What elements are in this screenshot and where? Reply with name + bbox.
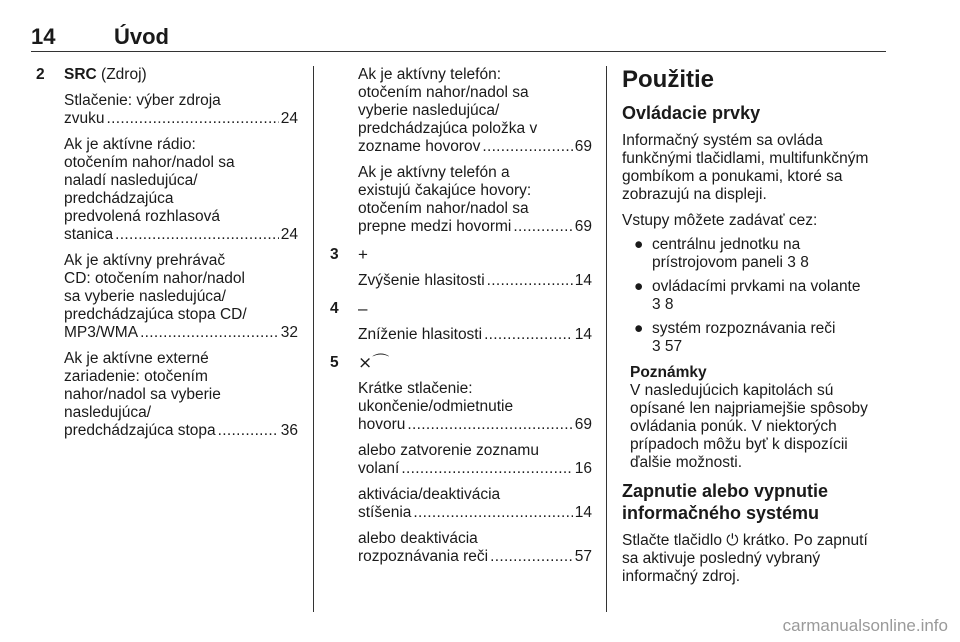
column-1 <box>36 66 298 440</box>
leader-text: Zníženie hlasitosti <box>358 326 483 343</box>
page-ref-link[interactable]: 16 <box>574 460 592 477</box>
column-divider-1 <box>313 66 314 612</box>
item-number: 3 <box>330 246 339 263</box>
leader-dots <box>482 138 572 156</box>
page-ref-link[interactable]: 3 8 <box>652 296 674 313</box>
hangup-mute-icon: ⨯⌒ <box>358 353 390 372</box>
text-line: prípadoch môžu byť k dispozícii <box>630 436 848 453</box>
phone-entry <box>358 66 592 156</box>
toc-leader[interactable] <box>358 272 592 290</box>
leader-dots <box>407 416 572 434</box>
text-line: naladí nasledujúca/ <box>64 172 198 189</box>
column-3 <box>622 66 884 586</box>
page-ref-link[interactable]: 3 57 <box>652 338 683 355</box>
list-item-2-cont <box>330 66 592 236</box>
text-line: predchádzajúca stopa CD/ <box>64 306 247 323</box>
bullet-dot-icon: ● <box>634 320 644 337</box>
plus-icon: + <box>358 245 368 264</box>
short-press-entry <box>358 380 592 434</box>
text-line: ukončenie/odmietnutie <box>358 398 514 415</box>
paragraph: Vstupy môžete zadávať cez: <box>622 212 818 229</box>
voice-off-entry <box>358 530 592 566</box>
text-line: otočením nahor/nadol sa <box>358 84 529 101</box>
text-line: predchádzajúca položka v <box>358 120 538 137</box>
leader-dots <box>487 272 573 290</box>
text-line: gombíkom a ponukami, ktoré sa <box>622 168 843 185</box>
text-line: predchádzajúca <box>64 190 174 207</box>
item-heading <box>64 66 298 84</box>
press-entry <box>64 92 298 128</box>
leader-dots <box>401 460 572 478</box>
list-item-5 <box>330 354 592 566</box>
leader-dots <box>413 504 572 522</box>
section-title: Použitie <box>622 66 715 93</box>
text-line: Krátke stlačenie: <box>358 380 473 397</box>
leader-text: volaní <box>358 460 400 477</box>
page-header <box>31 24 886 50</box>
toc-leader[interactable] <box>64 324 298 342</box>
column-divider-2 <box>606 66 607 612</box>
list-item-3 <box>330 246 592 290</box>
toc-leader[interactable] <box>358 218 592 236</box>
text-line: centrálnu jednotku na <box>652 236 801 253</box>
leader-dots <box>218 422 279 440</box>
leader-text: zozname hovorov <box>358 138 481 155</box>
column-2 <box>330 66 592 566</box>
leader-dots <box>513 218 572 236</box>
volume-down-entry <box>358 326 592 344</box>
page-ref-link[interactable]: 24 <box>280 226 298 243</box>
text-line: aktivácia/deaktivácia <box>358 486 501 503</box>
leader-text: MP3/WMA <box>64 324 139 341</box>
text-line: Ak je aktívny prehrávač <box>64 252 226 269</box>
text-line: nahor/nadol sa vyberie <box>64 386 221 403</box>
text-line: V nasledujúcich kapitolách sú <box>630 382 834 399</box>
leader-dots <box>140 324 279 342</box>
text-line: Ak je aktívne rádio: <box>64 136 196 153</box>
text-line: otočením nahor/nadol sa <box>64 154 235 171</box>
page-ref-link[interactable]: 69 <box>574 416 592 433</box>
item-name: SRC <box>64 66 97 83</box>
list-item-4 <box>330 300 592 344</box>
volume-up-entry <box>358 272 592 290</box>
toc-leader[interactable] <box>358 416 592 434</box>
radio-entry <box>64 136 298 244</box>
mute-entry <box>358 486 592 522</box>
spacer <box>330 236 592 246</box>
toc-leader[interactable] <box>64 226 298 244</box>
text-line: Stlačenie: výber zdroja <box>64 92 221 109</box>
leader-text: zvuku <box>64 110 105 127</box>
bullet-list <box>622 236 884 356</box>
toc-leader[interactable] <box>358 138 592 156</box>
text-line: Stlačte tlačidlo <box>622 532 722 549</box>
watermark: carmanualsonline.info <box>782 616 948 635</box>
list-item <box>622 236 884 272</box>
text-line: otočením nahor/nadol sa <box>358 200 529 217</box>
leader-text: Zvýšenie hlasitosti <box>358 272 485 289</box>
subsection-title <box>622 480 884 524</box>
text-line: alebo deaktivácia <box>358 530 478 547</box>
page-ref-link[interactable]: 3 8 <box>787 254 809 271</box>
leader-text: hovoru <box>358 416 406 433</box>
header-rule <box>31 51 886 52</box>
list-item <box>622 278 884 314</box>
text-line: ovládania ponúk. V niektorých <box>630 418 837 435</box>
page-ref-link[interactable]: 14 <box>574 326 592 343</box>
toc-leader[interactable] <box>358 326 592 344</box>
toc-leader[interactable] <box>358 504 592 522</box>
page-ref-link[interactable]: 14 <box>574 504 592 521</box>
page-ref-link[interactable]: 24 <box>280 110 298 127</box>
text-line: systém rozpoznávania reči <box>652 320 836 337</box>
text-line: opísané len najpriamejšie spôsoby <box>630 400 868 417</box>
item-paren: (Zdroj) <box>96 66 147 83</box>
text-line: Ak je aktívny telefón a <box>358 164 510 181</box>
text-line: zobrazujú na displeji. <box>622 186 767 203</box>
minus-icon: – <box>358 299 368 318</box>
text-line: informačného systému <box>622 503 820 523</box>
leader-text: stanica <box>64 226 114 243</box>
text-line: vyberie nasledujúca/ <box>358 102 500 119</box>
power-icon: ⏻ <box>726 532 739 549</box>
toc-leader[interactable] <box>358 548 592 566</box>
text-line: Informačný systém sa ovláda <box>622 132 823 149</box>
text-line: prístrojovom paneli <box>652 254 783 271</box>
leader-text: predchádzajúca stopa <box>64 422 216 439</box>
text-line: CD: otočením nahor/nadol <box>64 270 245 287</box>
note-box <box>630 364 884 472</box>
waiting-calls-entry <box>358 164 592 236</box>
text-line: predvolená rozhlasová <box>64 208 220 225</box>
bullet-dot-icon: ● <box>634 236 644 253</box>
page-ref-link[interactable]: 69 <box>574 138 592 155</box>
leader-dots <box>115 226 279 244</box>
text-line: funkčnými tlačidlami, multifunkčným <box>622 150 869 167</box>
text-line: ovládacími prvkami na volante <box>652 278 861 295</box>
item-number: 5 <box>330 354 339 371</box>
toc-leader[interactable] <box>64 110 298 128</box>
note-title: Poznámky <box>630 364 707 381</box>
spacer <box>330 290 592 300</box>
list-item-2 <box>36 66 298 440</box>
text-line: informačný zdroj. <box>622 568 741 585</box>
toc-leader[interactable] <box>64 422 298 440</box>
page-ref-link[interactable]: 36 <box>280 422 298 439</box>
page-ref-link[interactable]: 57 <box>574 548 592 565</box>
item-number: 2 <box>36 66 45 83</box>
text-line: Ak je aktívny telefón: <box>358 66 502 83</box>
text-line: Ak je aktívne externé <box>64 350 209 367</box>
text-line: zariadenie: otočením <box>64 368 208 385</box>
text-line: alebo zatvorenie zoznamu <box>358 442 539 459</box>
player-entry <box>64 252 298 342</box>
page-title: Úvod <box>114 24 169 49</box>
leader-dots <box>107 110 279 128</box>
page-ref-link[interactable]: 32 <box>280 324 298 341</box>
text-line: Zapnutie alebo vypnutie <box>622 481 829 501</box>
page-ref-link[interactable]: 14 <box>574 272 592 289</box>
close-list-entry <box>358 442 592 478</box>
leader-text: stíšenia <box>358 504 412 521</box>
external-entry <box>64 350 298 440</box>
leader-text: prepne medzi hovormi <box>358 218 512 235</box>
text-line: sa aktivuje posledný vybraný <box>622 550 821 567</box>
text-line: krátko. Po zapnutí <box>742 532 868 549</box>
leader-dots <box>484 326 573 344</box>
text-line: sa vyberie nasledujúca/ <box>64 288 226 305</box>
item-number: 4 <box>330 300 339 317</box>
paragraph <box>622 532 884 586</box>
page-number: 14 <box>31 24 56 49</box>
paragraph <box>622 132 884 204</box>
text-line: ďalšie možnosti. <box>630 454 743 471</box>
leader-dots <box>490 548 573 566</box>
leader-text: rozpoznávania reči <box>358 548 489 565</box>
page-ref-link[interactable]: 69 <box>574 218 592 235</box>
text-line: existujú čakajúce hovory: <box>358 182 532 199</box>
text-line: nasledujúca/ <box>64 404 152 421</box>
toc-leader[interactable] <box>358 460 592 478</box>
list-item <box>622 320 884 356</box>
subsection-title: Ovládacie prvky <box>622 103 761 123</box>
bullet-dot-icon: ● <box>634 278 644 295</box>
